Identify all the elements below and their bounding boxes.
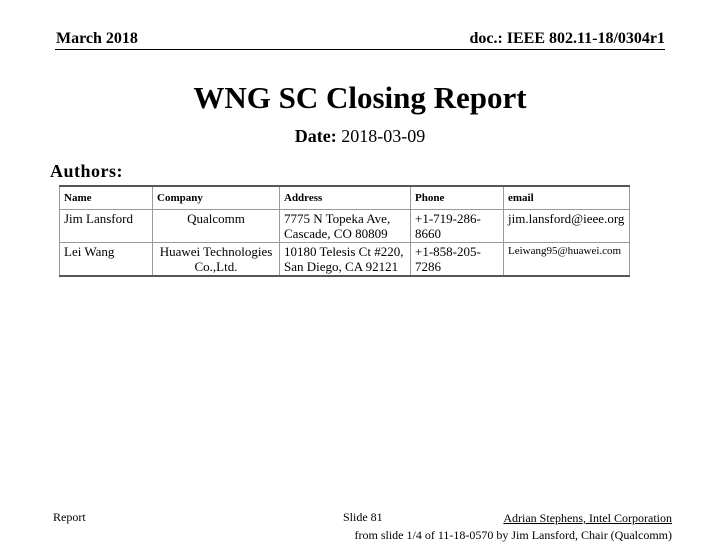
author-name: Jim Lansford <box>60 210 153 243</box>
author-address: 10180 Telesis Ct #220, San Diego, CA 92121 <box>280 243 411 277</box>
column-header-email: email <box>504 186 630 210</box>
author-company: Huawei Technologies Co.,Ltd. <box>153 243 280 277</box>
table-row <box>60 243 630 277</box>
date-label: Date: <box>294 126 337 146</box>
header-date: March 2018 <box>56 30 138 47</box>
footer-right <box>355 510 673 544</box>
date-line <box>0 126 720 147</box>
column-header-name: Name <box>60 186 153 210</box>
column-header-phone: Phone <box>411 186 504 210</box>
footer-left: Report <box>53 510 86 524</box>
author-address: 7775 N Topeka Ave, Cascade, CO 80809 <box>280 210 411 243</box>
header-divider <box>55 49 665 50</box>
table-row <box>60 210 630 243</box>
author-email: jim.lansford@ieee.org <box>504 210 630 243</box>
table-header-row <box>60 186 630 210</box>
column-header-company: Company <box>153 186 280 210</box>
author-phone: +1-858-205-7286 <box>411 243 504 277</box>
author-email: Leiwang95@huawei.com <box>504 243 630 277</box>
column-header-address: Address <box>280 186 411 210</box>
slide-title: WNG SC Closing Report <box>193 80 527 115</box>
author-company: Qualcomm <box>153 210 280 243</box>
author-phone: +1-719-286-8660 <box>411 210 504 243</box>
header-doc-id: doc.: IEEE 802.11-18/0304r1 <box>469 30 665 47</box>
author-name: Lei Wang <box>60 243 153 277</box>
footer-author: Adrian Stephens, Intel Corporation <box>503 511 672 525</box>
footer-slide-number: Slide 81 <box>343 510 383 524</box>
authors-table <box>59 185 630 277</box>
date-value: 2018-03-09 <box>341 126 426 146</box>
authors-heading: Authors: <box>50 161 124 181</box>
footer-source-note: from slide 1/4 of 11-18-0570 by Jim Lansford, Chair (Qualcomm) <box>354 528 672 542</box>
